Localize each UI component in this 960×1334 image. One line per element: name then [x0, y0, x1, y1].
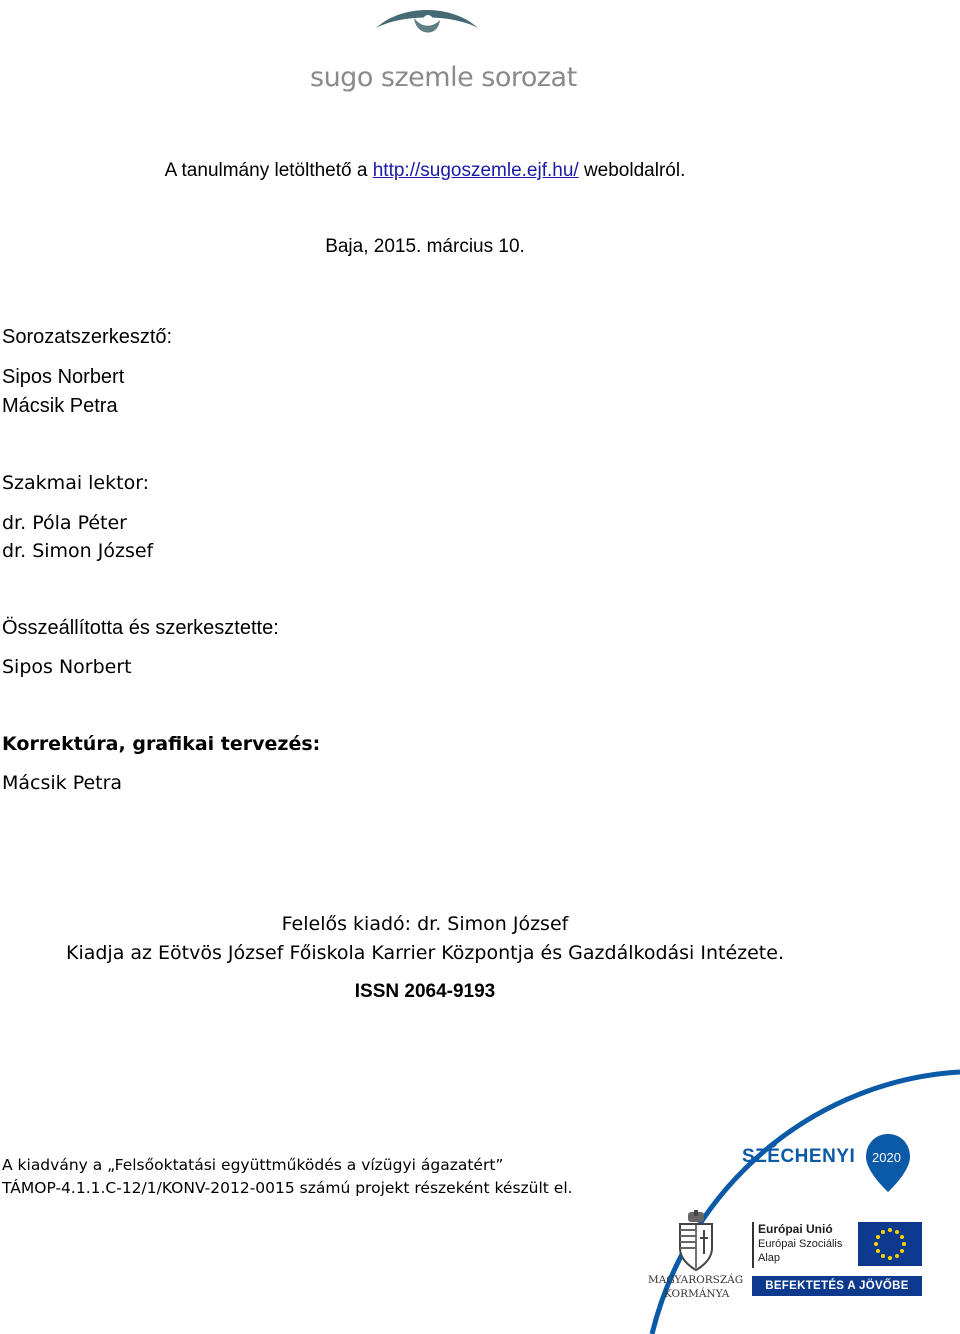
eu-banner: BEFEKTETÉS A JÖVŐBE	[752, 1276, 922, 1296]
compiled-name: Sipos Norbert	[2, 656, 132, 678]
eu-flag-icon	[858, 1222, 922, 1266]
coat-of-arms-icon	[676, 1210, 716, 1272]
place-date: Baja, 2015. március 10.	[325, 236, 525, 257]
szechenyi-logo	[740, 1130, 920, 1200]
download-suffix: weboldalról.	[583, 160, 686, 181]
eu-title: Európai Unió	[758, 1222, 833, 1236]
eu-fund-line-1: Európai Szociális	[758, 1238, 843, 1250]
government-logo	[648, 1210, 744, 1300]
eu-logo	[752, 1220, 922, 1300]
szechenyi-label: SZÉCHENYI	[742, 1146, 856, 1167]
compiled-heading: Összeállította és szerkesztette:	[2, 617, 279, 639]
reviewer-heading: Szakmai lektor:	[2, 472, 150, 494]
logo	[300, 0, 577, 100]
eu-divider	[752, 1222, 754, 1268]
website-link[interactable]: http://sugoszemle.ejf.hu/	[372, 160, 579, 181]
series-editor-name: Sipos Norbert	[2, 366, 125, 388]
reviewer-name: dr. Simon József	[2, 540, 154, 562]
government-line-2: KORMÁNYA	[664, 1288, 730, 1300]
issued-by: Kiadja az Eötvös József Főiskola Karrier Központja és Gazdálkodási Intézete.	[65, 942, 784, 964]
series-editor-heading: Sorozatszerkesztő:	[2, 326, 173, 348]
download-line	[0, 160, 850, 182]
proof-heading: Korrektúra, grafikai tervezés:	[2, 733, 321, 755]
issn: ISSN 2064-9193	[354, 981, 496, 1002]
szechenyi-year: 2020	[872, 1150, 901, 1165]
series-editor-name: Mácsik Petra	[2, 395, 118, 417]
download-prefix: A tanulmány letölthető a	[164, 160, 368, 181]
eye-logo-icon	[372, 2, 482, 52]
eu-fund-line-2: Alap	[758, 1252, 781, 1264]
logo-text: sugo szemle sorozat	[310, 62, 577, 93]
project-line-2: TÁMOP-4.1.1.C-12/1/KONV-2012-0015 számú projekt részeként készült el.	[2, 1179, 573, 1197]
project-line-1: A kiadvány a „Felsőoktatási együttműködés a vízügyi ágazatért”	[2, 1156, 504, 1174]
responsible-publisher: Felelős kiadó: dr. Simon József	[281, 913, 569, 935]
proof-name: Mácsik Petra	[2, 772, 123, 794]
government-line-1: MAGYARORSZÁG	[648, 1274, 744, 1286]
reviewer-name: dr. Póla Péter	[2, 512, 127, 534]
